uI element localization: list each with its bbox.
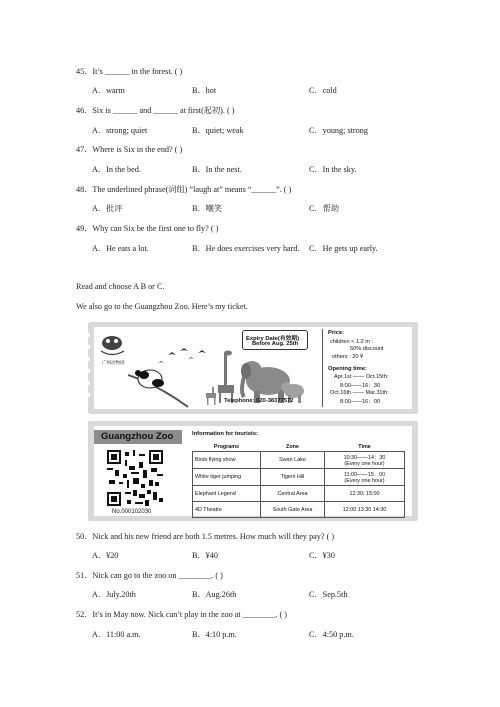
question-stem: 48．The underlined phrase(词组) “laugh at” means “______”. ( ) [76,185,292,194]
perforation-left [88,327,94,409]
question-stem: 51．Nick can go to the zoo on ________. ( ) [76,571,223,580]
option-a[interactable]: A．warm [92,86,125,95]
time-value: 11:00——15：00 [343,472,386,478]
opening-period-1: Apr.1st —— Oct.15th: [334,374,389,380]
time-cell [325,452,405,469]
time-note: (Every one hour) [344,461,385,467]
program-cell: Birds flying show [193,452,261,469]
option-c[interactable]: C．帮助 [309,204,340,213]
option-b[interactable]: B．quiet; weak [192,126,244,135]
option-b[interactable]: B．Aug.26th [192,590,237,599]
header-programs: Programs [213,443,240,450]
option-a[interactable]: A．In the bed. [92,165,141,174]
time-cell: 12:00 13:30 14:30 [325,502,405,518]
option-a[interactable]: A．July.20th [92,590,136,599]
option-c[interactable]: C．Sep.5th [309,590,348,599]
question-stem: 49．Why can Six be the first one to fly? ( ) [76,224,219,233]
option-c[interactable]: C．He gets up early. [309,244,378,253]
time-value: 10:30——14：30 [343,455,386,461]
zone-cell: Tigers Hill [261,469,325,486]
header-zone: Zone [286,443,299,450]
expiry-label: Expiry Date(有效期) [246,336,300,342]
opening-title: Opening time: [328,366,367,372]
program-cell: 4D Theatre [193,502,261,518]
birds-icon [158,348,206,363]
zoo-ticket-front [88,322,418,414]
zone-cell: South Gate Area [261,502,325,518]
option-c[interactable]: C．¥30 [309,551,335,560]
option-c[interactable]: C．young; strong [309,126,368,135]
option-b[interactable]: B．In the nest. [192,165,242,174]
ticket-divider [322,329,323,407]
option-a[interactable]: A．He eats a lot. [92,244,149,253]
zoo-title-banner [94,430,182,444]
table-header-row [193,442,405,452]
price-panel [328,330,408,406]
zone-cell: Swan Lake [261,452,325,469]
table-row [193,452,405,469]
table-row [193,486,405,502]
ticket-number: No.000102030 [112,509,152,515]
opening-hours-2: 8:00——16：00 [340,399,381,405]
program-cell: Elephant Legend [193,486,261,502]
option-a[interactable]: A．批评 [92,204,123,213]
program-cell: White tiger jumping [193,469,261,486]
question-stem: 45．It’s ______ in the forest. ( ) [76,67,183,76]
time-cell [325,469,405,486]
question-stem: 52．It’s in May now. Nick can’t play in the zoo at ________. ( ) [76,610,288,619]
zone-cell: Central Area [261,486,325,502]
option-c[interactable]: C．4:50 p.m. [309,630,354,639]
price-children: children < 1.2 m : [330,339,374,345]
question-stem: 50．Nick and his new friend are both 1.5 metres. How much will they pay? ( ) [76,532,335,541]
option-b[interactable]: B．4:10 p.m. [192,630,237,639]
telephone: Telephone: 020-38377572 [224,398,294,404]
giraffe-icon [218,351,234,404]
zoo-title: Guangzhou Zoo [101,431,174,442]
opening-hours-1: 8:00——16：30 [340,383,381,389]
expiry-date: Before Aug. 25th [252,341,299,347]
qr-code-icon [107,450,163,506]
time-cell: 12:30; 15:00 [325,486,405,502]
opening-period-2: Oct.16th —— Mar.31th: [330,390,389,396]
price-title: Price: [328,330,345,336]
option-a[interactable]: A．¥20 [92,551,119,560]
header-time: Time [358,443,371,450]
info-title: Information for tourists: [192,431,259,437]
zoo-ticket-back [88,421,418,521]
time-note: (Every one hour) [344,478,385,484]
expiry-box [242,330,308,350]
option-b[interactable]: B．嘲笑 [192,204,223,213]
option-c[interactable]: C．In the sky. [309,165,357,174]
table-row [193,469,405,486]
price-others: others : 20 ¥ [332,354,364,360]
option-c[interactable]: C．cold [309,86,337,95]
option-b[interactable]: B．¥40 [192,551,218,560]
logo-text: 广州动物园 [102,360,125,365]
question-stem: 47．Where is Six in the end? ( ) [76,145,183,154]
option-b[interactable]: B．hot [192,86,217,95]
option-b[interactable]: B．He does exercises very hard. [192,244,300,253]
elephant-icon [241,361,304,403]
option-a[interactable]: A．strong; quiet [92,126,148,135]
price-discount: 50% discount [350,346,384,352]
instruction: Read and choose A B or C. [76,282,165,291]
tourist-info-table [192,442,405,518]
panda-icon [135,370,164,388]
intro-text: We also go to the Guangzhou Zoo. Here’s my ticket. [76,302,248,311]
option-a[interactable]: A．11:00 a.m. [92,630,141,639]
question-stem: 46．Six is ______ and ______ at first(起初). ( ) [76,106,235,115]
table-row [193,502,405,518]
zebra-icon [206,387,216,405]
